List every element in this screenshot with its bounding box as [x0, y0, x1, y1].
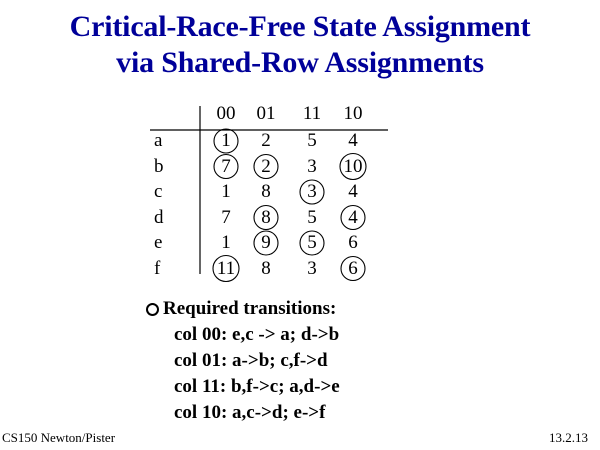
transition-item: col 00: e,c -> a; d->b: [174, 324, 340, 345]
column-header: 01: [256, 103, 276, 124]
column-header: 10: [343, 103, 363, 124]
next-state-cell: 4: [348, 181, 358, 202]
hollow-circle-bullet-icon: [146, 303, 159, 316]
stable-state-cell: 2: [261, 155, 271, 177]
column-header: 00: [216, 103, 236, 124]
stable-state-cell: 10: [343, 155, 363, 177]
transition-item: col 10: a,c->d; e->f: [174, 402, 326, 423]
transition-item: col 01: a->b; c,f->d: [174, 350, 328, 371]
column-header: 11: [302, 103, 322, 124]
next-state-cell: 8: [261, 257, 271, 279]
next-state-cell: 5: [307, 130, 317, 151]
stable-state-cell: 6: [348, 257, 358, 279]
stable-state-cell: 5: [307, 232, 317, 253]
next-state-cell: 1: [221, 232, 231, 253]
stable-state-cell: 3: [307, 181, 317, 202]
slide-title-line-2: via Shared-Row Assignments: [116, 46, 484, 79]
stable-state-cell: 7: [221, 155, 231, 177]
next-state-cell: 1: [221, 181, 231, 202]
row-state-label: f: [154, 257, 161, 279]
required-transitions-list: [146, 296, 340, 426]
row-state-label: d: [154, 206, 164, 228]
next-state-cell: 8: [261, 181, 271, 202]
row-state-label: a: [154, 130, 163, 151]
next-state-cell: 3: [307, 257, 317, 279]
stable-state-cell: 11: [216, 257, 236, 279]
footer-page-number: 13.2.13: [549, 430, 588, 445]
next-state-cell: 2: [261, 130, 271, 151]
transition-item: col 11: b,f->c; a,d->e: [174, 376, 340, 397]
transitions-heading: Required transitions:: [163, 298, 337, 319]
row-state-label: b: [154, 155, 164, 177]
next-state-cell: 4: [348, 130, 358, 151]
stable-state-cell: 9: [261, 232, 271, 253]
slide-title-line-1: Critical-Race-Free State Assignment: [69, 10, 531, 43]
transitions-heading-line: [146, 296, 340, 322]
stable-state-cell: 4: [348, 206, 358, 228]
next-state-cell: 3: [307, 155, 317, 177]
footer-course-credit: CS150 Newton/Pister: [2, 430, 116, 445]
next-state-cell: 7: [221, 206, 231, 228]
next-state-cell: 5: [307, 206, 317, 228]
next-state-cell: 6: [348, 232, 358, 253]
stable-state-cell: 8: [261, 206, 271, 228]
row-state-label: c: [154, 181, 163, 202]
row-state-label: e: [154, 232, 163, 253]
stable-state-cell: 1: [221, 130, 231, 151]
